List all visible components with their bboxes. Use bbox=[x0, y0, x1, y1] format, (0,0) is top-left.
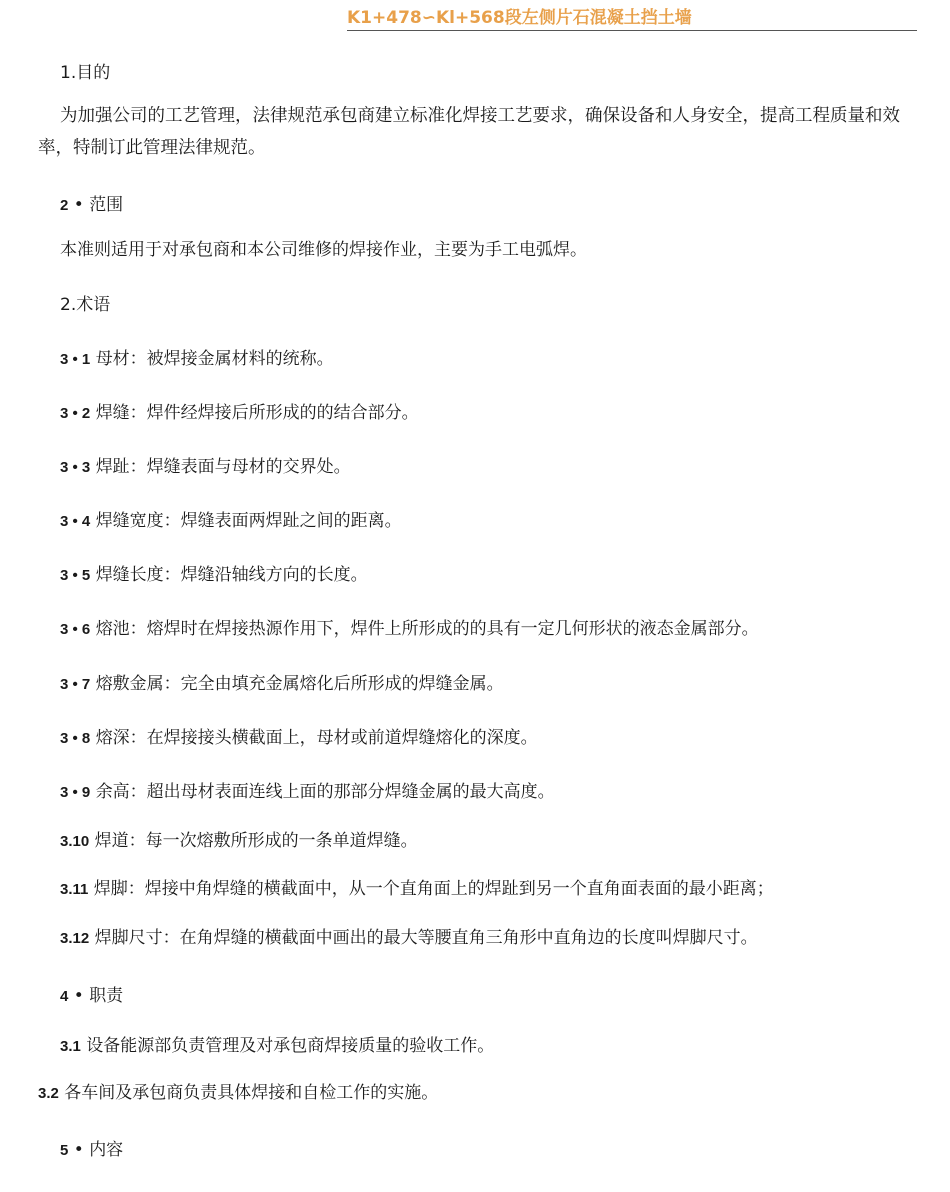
section-1-paragraph: 为加强公司的工艺管理，法律规范承包商建立标准化焊接工艺要求，确保设备和人身安全，提高工程质量和效率，特制订此管理法律规范。 bbox=[38, 106, 900, 158]
term-item: 3.11 焊脚：焊接中角焊缝的横截面中，从一个直角面上的焊趾到另一个直角面表面的最小距离； bbox=[60, 879, 774, 899]
section-2-paragraph: 本准则适用于对承包商和本公司维修的焊接作业，主要为手工电弧焊。 bbox=[60, 240, 587, 260]
term-item: 3 • 9 余高：超出母材表面连线上面的那部分焊缝金属的最大高度。 bbox=[60, 782, 555, 802]
duty-item: 3.1 设备能源部负责管理及对承包商焊接质量的验收工作。 bbox=[60, 1036, 495, 1056]
term-item: 3.12 焊脚尺寸：在角焊缝的横截面中画出的最大等腰直角三角形中直角边的长度叫焊脚尺寸。 bbox=[60, 928, 758, 948]
duty-item: 3.2 各车间及承包商负责具体焊接和自检工作的实施。 bbox=[38, 1083, 439, 1103]
term-item: 3 • 7 熔敷金属：完全由填充金属熔化后所形成的焊缝金属。 bbox=[60, 674, 504, 694]
term-item: 3 • 4 焊缝宽度：焊缝表面两焊趾之间的距离。 bbox=[60, 511, 402, 531]
section-terms-title: 2.术语 bbox=[60, 295, 111, 315]
term-item: 3.10 焊道：每一次熔敷所形成的一条单道焊缝。 bbox=[60, 831, 418, 851]
term-item: 3 • 1 母材：被焊接金属材料的统称。 bbox=[60, 349, 334, 369]
section-5-title: 5 • 内容 bbox=[60, 1140, 124, 1160]
term-item: 3 • 5 焊缝长度：焊缝沿轴线方向的长度。 bbox=[60, 565, 368, 585]
section-2-title: 2 • 范围 bbox=[60, 195, 124, 215]
term-item: 3 • 3 焊趾：焊缝表面与母材的交界处。 bbox=[60, 457, 351, 477]
term-item: 3 • 6 熔池：熔焊时在焊接热源作用下，焊件上所形成的的具有一定几何形状的液态金属部分。 bbox=[60, 619, 759, 639]
header-title: K1+478∽Kl+568段左侧片石混凝土挡土墙 bbox=[347, 8, 692, 28]
section-1-title: 1.目的 bbox=[60, 63, 111, 83]
section-4-title: 4 • 职责 bbox=[60, 986, 124, 1006]
term-item: 3 • 2 焊缝：焊件经焊接后所形成的的结合部分。 bbox=[60, 403, 419, 423]
term-item: 3 • 8 熔深：在焊接接头横截面上，母材或前道焊缝熔化的深度。 bbox=[60, 728, 538, 748]
